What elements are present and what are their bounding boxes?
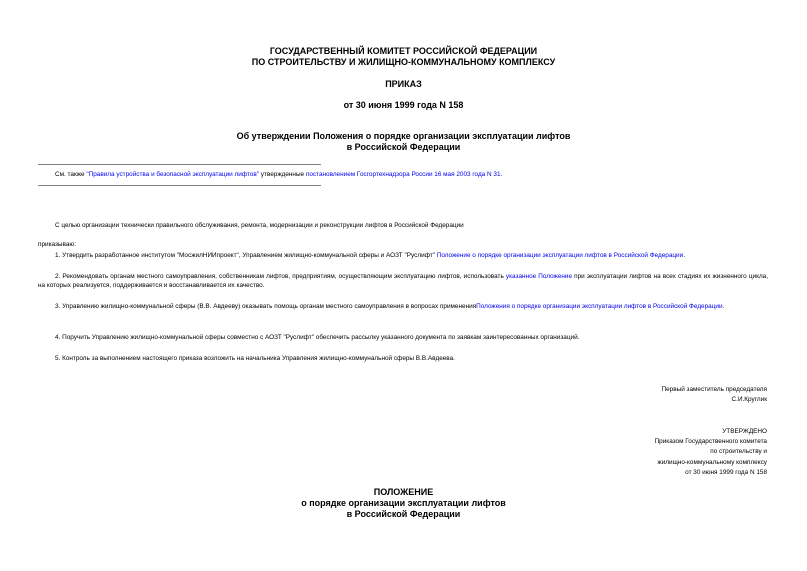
appendix-title: ПОЛОЖЕНИЕ: [373, 487, 434, 497]
paragraph-1-text: 1. Утвердить разработанное институтом "МосжилНИИпроект", Управлением жилищно-коммунальной сферы и АОЗТ "Руслифт": [55, 252, 437, 259]
regulation-link-1[interactable]: Положение о порядке организации эксплуатации лифтов в Российской Федерации: [436, 252, 684, 259]
see-also-middle: утвержденные: [259, 171, 306, 178]
paragraph-3-end: .: [722, 303, 725, 310]
approval-stamp-line3: по строительству и: [710, 448, 767, 455]
paragraph-4: 4. Поручить Управлению жилищно-коммунальной сферы совместно с АОЗТ "Руслифт" обеспечить рассылку указанного документа по заявкам заинтересованных организаций.: [55, 334, 580, 341]
paragraph-3-text: 3. Управлению жилищно-коммунальной сферы (В.В. Авдееву) оказывать помощь органам местного самоуправления в вопросах применения: [55, 303, 477, 310]
see-also-note: [55, 170, 502, 179]
approval-stamp-line5: от 30 июня 1999 года N 158: [685, 469, 767, 476]
divider-bottom: [38, 185, 321, 186]
org-name-line1: ГОСУДАРСТВЕННЫЙ КОМИТЕТ РОССИЙСКОЙ ФЕДЕРАЦИИ: [269, 46, 538, 56]
paragraph-5: 5. Контроль за выполнением настоящего приказа возложить на начальника Управления жилищно-коммунальной сферы В.В.Авдеева.: [55, 355, 455, 362]
paragraph-3: [38, 302, 768, 311]
doc-type: ПРИКАЗ: [385, 79, 422, 89]
see-also-rules-link[interactable]: "Правила устройства и безопасной эксплуатации лифтов": [86, 171, 259, 178]
regulation-link-2[interactable]: указанное Положение: [505, 273, 573, 280]
see-also-prefix: См. также: [55, 171, 87, 178]
appendix-subtitle-line2: в Российской Федерации: [346, 509, 461, 519]
intro-paragraph: С целью организации технически правильного обслуживания, ремонта, модернизации и реконструкции лифтов в Российской Федерации: [55, 222, 464, 229]
approval-stamp-line1: УТВЕРЖДЕНО: [722, 428, 767, 435]
orders-word: приказываю:: [38, 241, 76, 248]
divider-top: [38, 164, 321, 165]
org-name-line2: ПО СТРОИТЕЛЬСТВУ И ЖИЛИЩНО-КОММУНАЛЬНОМУ КОМПЛЕКСУ: [251, 57, 556, 67]
see-also-suffix: .: [500, 171, 503, 178]
see-also-decree-link[interactable]: постановлением Госгортехнадзора России 16 мая 2003 года N 31: [305, 171, 501, 178]
paragraph-2: [38, 272, 768, 290]
doc-title-line1: Об утверждении Положения о порядке организации эксплуатации лифтов: [236, 131, 571, 141]
paragraph-2-end: при эксплуатации лифтов на всех стадиях их жизненного цикла, на которых реализуется, поддерживается и восстанавливается их качество.: [38, 273, 768, 289]
doc-date: от 30 июня 1999 года N 158: [343, 100, 464, 110]
paragraph-2-text: 2. Рекомендовать органам местного самоуправления, собственникам лифтов, предприятиям, осуществляющим эксплуатацию лифтов, использовать: [55, 273, 506, 280]
doc-title-line2: в Российской Федерации: [346, 142, 461, 152]
regulation-link-3[interactable]: Положения о порядке организации эксплуатации лифтов в Российской Федерации: [476, 303, 723, 310]
paragraph-1: [55, 251, 685, 260]
approval-stamp-line4: жилищно-коммунальному комплексу: [657, 459, 767, 466]
signatory-name: С.И.Круглик: [731, 396, 767, 403]
appendix-subtitle-line1: о порядке организации эксплуатации лифтов: [301, 498, 506, 508]
signatory-position: Первый заместитель председателя: [661, 386, 767, 393]
approval-stamp-line2: Приказом Государственного комитета: [654, 438, 767, 445]
paragraph-1-end: .: [683, 252, 685, 259]
